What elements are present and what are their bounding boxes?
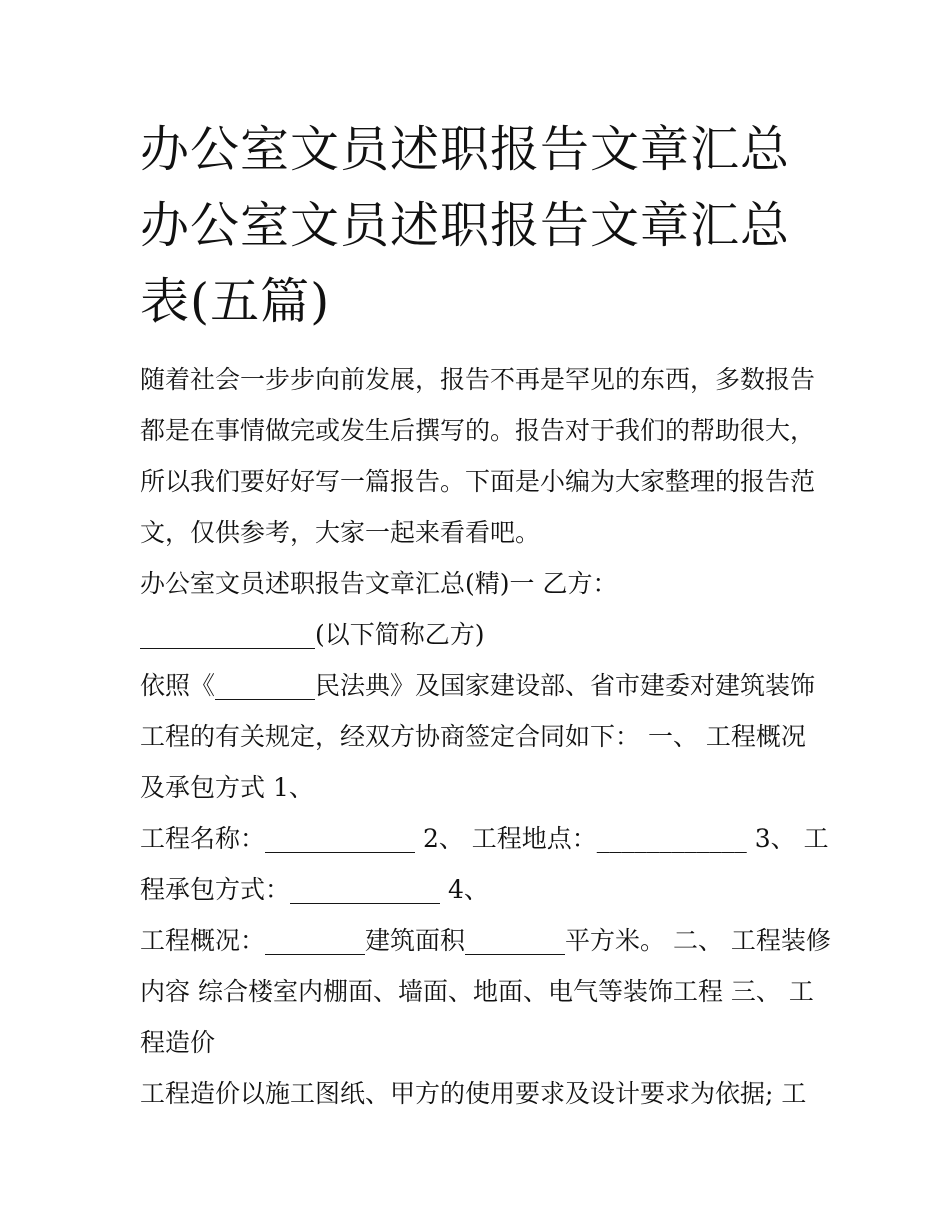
text-line: 程造价 <box>140 1028 216 1057</box>
title-line: 办公室文员述职报告文章汇总 <box>140 197 791 254</box>
text-line: 工程名称：____________ 2、 工程地点：____________ 3、 工 <box>140 824 829 853</box>
contract-basis-paragraph <box>140 660 830 813</box>
text-line: 及承包方式 1、 <box>140 773 314 802</box>
text-line: 所以我们要好好写一篇报告。下面是小编为大家整理的报告范 <box>140 467 816 496</box>
text-line: 工程的有关规定，经双方协商签定合同如下： 一、 工程概况 <box>140 722 806 751</box>
section-heading-paragraph <box>140 558 830 660</box>
text-line: ______________(以下简称乙方) <box>140 620 485 649</box>
text-line: 程承包方式：____________ 4、 <box>140 875 489 904</box>
project-cost-paragraph <box>140 1068 830 1119</box>
text-line: 文，仅供参考，大家一起来看看吧。 <box>140 518 541 547</box>
title-line: 办公室文员述职报告文章汇总 <box>140 121 791 178</box>
text-line: 内容 综合楼室内棚面、墙面、地面、电气等装饰工程 三、 工 <box>140 977 814 1006</box>
title-line: 表(五篇) <box>140 273 331 330</box>
intro-paragraph <box>140 354 830 558</box>
text-line: 办公室文员述职报告文章汇总(精)一 乙方： <box>140 569 618 598</box>
document-title <box>140 112 830 340</box>
text-line: 依照《________民法典》及国家建设部、省市建委对建筑装饰 <box>140 671 816 700</box>
text-line: 都是在事情做完或发生后撰写的。报告对于我们的帮助很大， <box>140 416 816 445</box>
project-overview-paragraph <box>140 915 830 1068</box>
project-info-paragraph <box>140 813 830 915</box>
text-line: 工程概况：________建筑面积________平方米。 二、 工程装修 <box>140 926 831 955</box>
text-line: 工程造价以施工图纸、甲方的使用要求及设计要求为依据; 工 <box>140 1079 807 1108</box>
text-line: 随着社会一步步向前发展，报告不再是罕见的东西，多数报告 <box>140 365 816 394</box>
document-body <box>140 354 830 1119</box>
